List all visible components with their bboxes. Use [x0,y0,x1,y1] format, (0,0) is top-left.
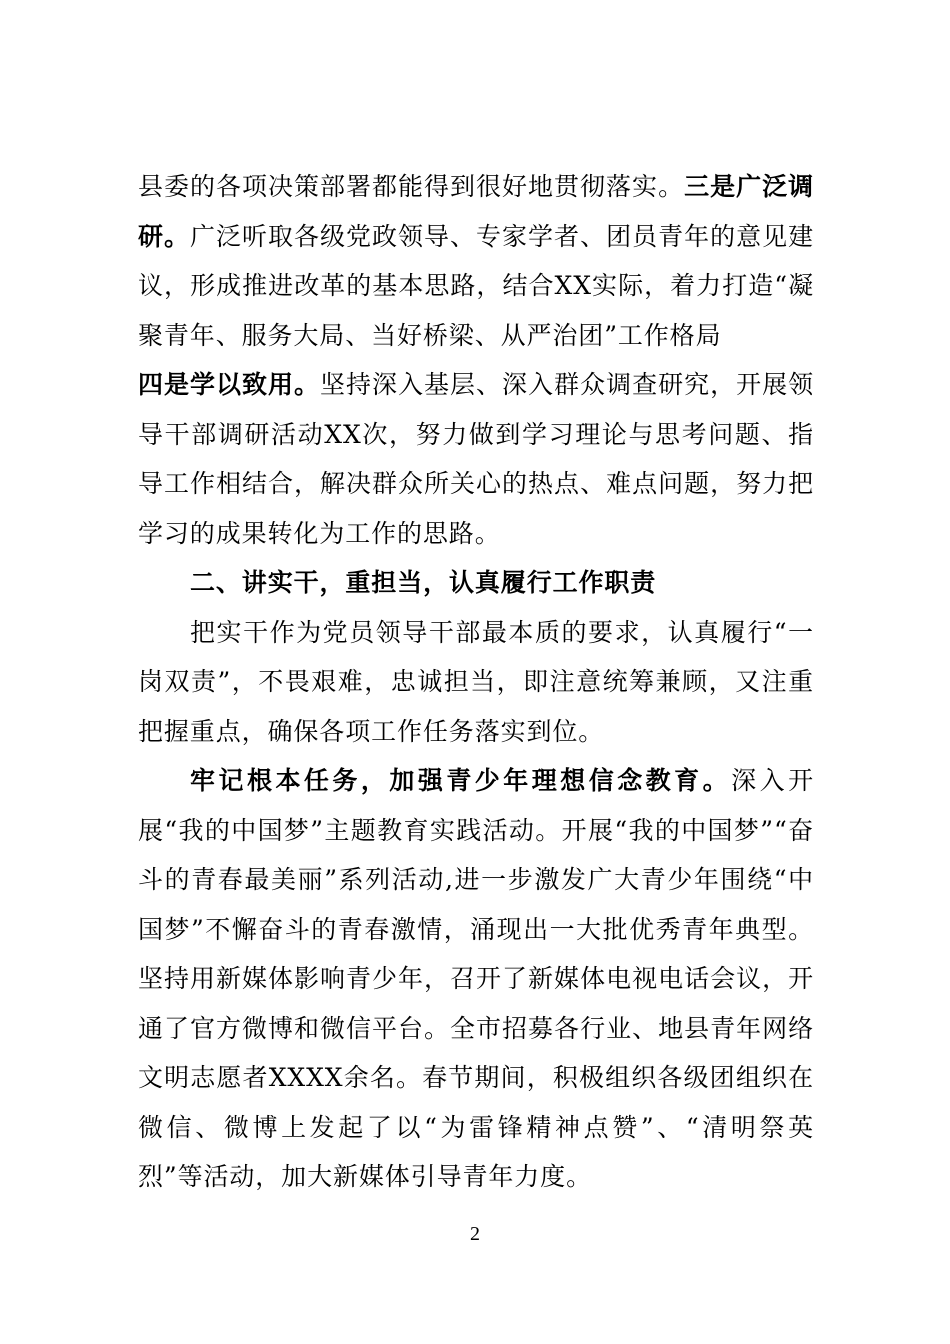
section-lead: 牢记根本任务，加强青少年理想信念教育。 [190,766,732,795]
section-intro: 把实干作为党员领导干部最本质的要求，认真履行“一岗双责”，不畏艰难，忠诚担当，即注意统筹兼顾，又注重把握重点，确保各项工作任务落实到位。 [138,617,814,746]
paragraph-point-four [138,360,814,558]
paragraph-text: 广泛听取各级党政领导、专家学者、团员青年的意见建议，形成推进改革的基本思路，结合XX实际，着力打造“凝聚青年、服务大局、当好桥梁、从严治团”工作格局 [138,221,814,350]
paragraph-text: 县委的各项决策部署都能得到很好地贯彻落实。 [138,172,685,201]
point-four-label: 四是学以致用。 [138,370,321,399]
document-body [138,162,814,1202]
page-number: 2 [470,1223,480,1245]
section-body: 深入开展“我的中国梦”主题教育实践活动。开展“我的中国梦”“奋斗的青春最美丽”系列活动,进一步激发广大青少年围绕“中国梦”不懈奋斗的青春激情，涌现出一大批优秀青年典型。坚持用新媒体影响青少年，召开了新媒体电视电话会议，开通了官方微博和微信平台。全市招募各行业、地县青年网络文明志愿者XXXX余名。春节期间，积极组织各级团组织在微信、微博上发起了以“为雷锋精神点赞”、“清明祭英烈”等活动，加大新媒体引导青年力度。 [138,766,815,1191]
point-three-label: 三是广泛调研。 [138,172,814,251]
section-heading: 二、讲实干，重担当，认真履行工作职责 [190,568,657,597]
paragraph-continuation [138,162,814,360]
section-paragraph [138,756,814,1202]
paragraph-text: 坚持深入基层、深入群众调查研究，开展领导干部调研活动XX次，努力做到学习理论与思考问题、指导工作相结合，解决群众所关心的热点、难点问题，努力把学习的成果转化为工作的思路。 [138,370,814,548]
